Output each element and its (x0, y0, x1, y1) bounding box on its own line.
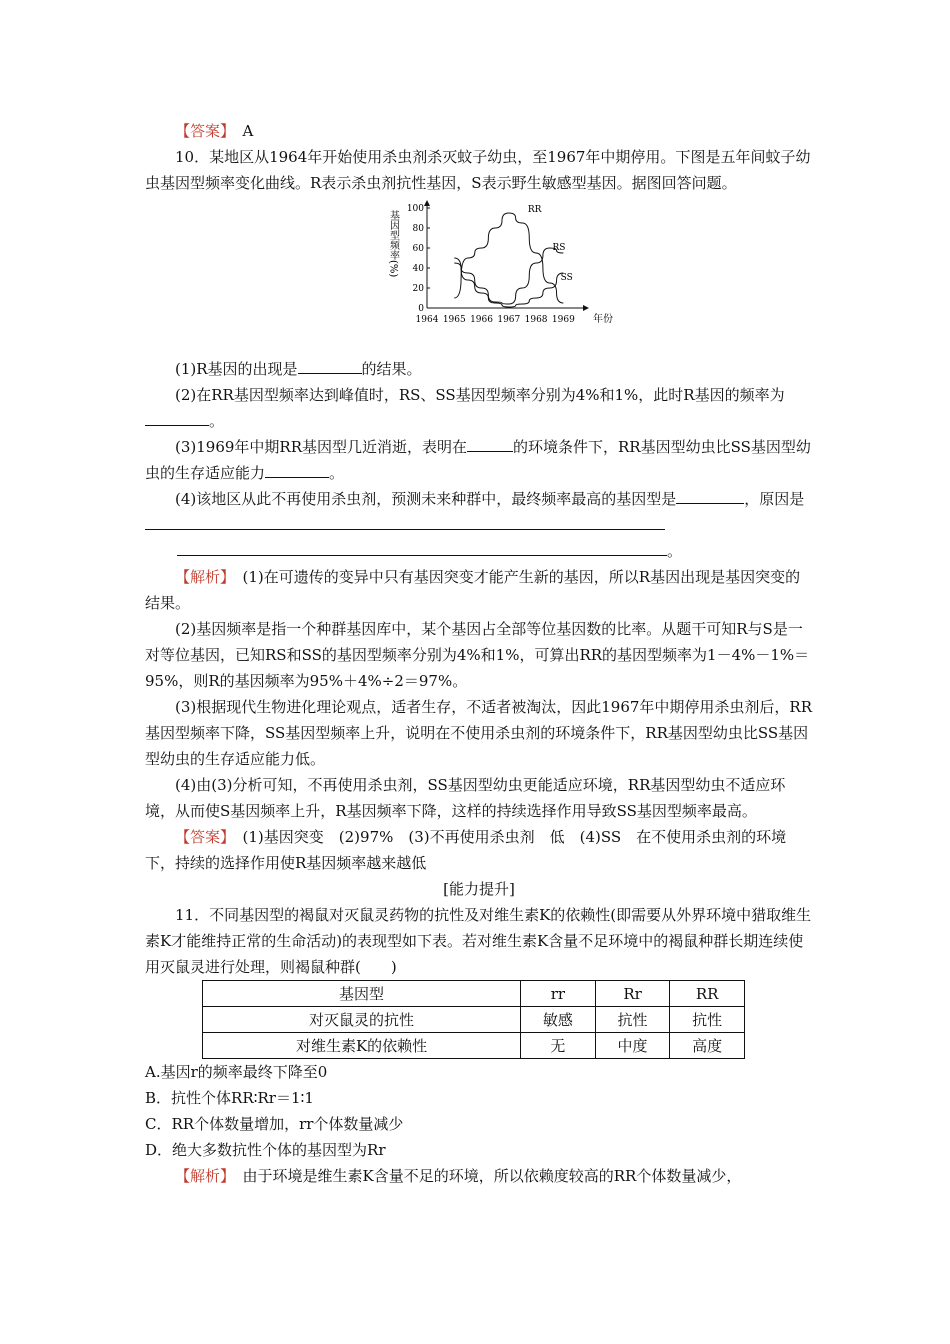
answer-blank[interactable] (265, 461, 329, 478)
x-tick-label: 1967 (497, 315, 521, 325)
y-axis-label: 基因型频率(%) (387, 210, 399, 278)
analysis-tag: 【解析】 (175, 568, 228, 586)
option-b[interactable]: B．抗性个体RR∶Rr＝1∶1 (145, 1089, 314, 1107)
option-d[interactable]: D．绝大多数抗性个体的基因型为Rr (145, 1141, 386, 1159)
table-header-cell: 基因型 (203, 981, 521, 1007)
series-line-rr (454, 213, 566, 303)
answer-tag: 【答案】 (175, 122, 228, 140)
answer-blank[interactable] (145, 513, 665, 530)
analysis-10-p1: 【解析】 (1)在可遗传的变异中只有基因突变才能产生新的基因，所以R基因出现是基因突变的结果。 (145, 568, 801, 612)
table-cell: 中度 (595, 1033, 670, 1059)
x-tick-label: 1966 (470, 315, 493, 325)
analysis-10-p2: (2)基因频率是指一个种群基因库中，某个基因占全部等位基因数的比率。从题干可知R与S是一对等位基因，已知RS和SS的基因型频率分别为4%和1%，可算出RR的基因型频率为1－4%－1%＝95%，则R的基因频率为95%＋4%÷2＝97%。 (145, 620, 810, 690)
table-cell: 对灭鼠灵的抗性 (203, 1007, 521, 1033)
answer-blank[interactable] (298, 357, 362, 374)
x-axis-arrow (583, 305, 589, 311)
table-cell: 对维生素K的依赖性 (203, 1033, 521, 1059)
y-tick-label: 100 (406, 204, 424, 214)
option-c[interactable]: C．RR个体数量增加，rr个体数量减少 (145, 1115, 404, 1133)
answer-blank[interactable] (145, 409, 209, 426)
genotype-table (202, 980, 745, 1059)
table-header-cell: rr (521, 981, 596, 1007)
y-tick-label: 60 (412, 244, 424, 254)
x-axis-label: 年份 (593, 314, 613, 325)
x-tick-label: 1968 (524, 315, 548, 325)
genotype-frequency-chart (145, 200, 813, 350)
table-cell: 抗性 (670, 1007, 745, 1033)
series-line-rs (454, 248, 563, 304)
table-header-row (203, 981, 745, 1007)
answer-blank[interactable] (676, 487, 744, 504)
question-11-options (145, 1059, 813, 1163)
previous-answer (145, 118, 813, 144)
section-title: [能力提升] (443, 880, 515, 898)
table-cell: 抗性 (595, 1007, 670, 1033)
question-11-stem: 11．不同基因型的褐鼠对灭鼠灵药物的抗性及对维生素K的依赖性(即需要从外界环境中猎取维生素K才能维持正常的生命活动)的表现型如下表。若对维生素K含量不足环境中的褐鼠种群长期连续使用灭鼠灵进行处理，则褐鼠种群( ) (145, 906, 812, 976)
page-content (145, 118, 813, 1189)
y-tick-label: 40 (412, 264, 424, 274)
chart-svg (385, 200, 615, 350)
answer-tag: 【答案】 (175, 828, 228, 846)
question-10-stem: 10．某地区从1964年开始使用杀虫剂杀灭蚊子幼虫，至1967年中期停用。下图是五年间蚊子幼虫基因型频率变化曲线。R表示杀虫剂抗性基因，S表示野生敏感型基因。据图回答问题。 (145, 148, 811, 192)
question-10-sub3: (3)1969年中期RR基因型几近消逝，表明在 的环境条件下，RR基因型幼虫比SS基因型幼虫的生存适应能力 。 (145, 434, 813, 486)
analysis-11: 【解析】 由于环境是维生素K含量不足的环境，所以依赖度较高的RR个体数量减少， (175, 1167, 742, 1185)
question-10-sub1: (1)R基因的出现是 的结果。 (145, 356, 813, 382)
series-label-rs: RS (552, 243, 566, 253)
x-tick-label: 1964 (415, 315, 439, 325)
answer-value: A (242, 122, 254, 140)
question-10-sub4: (4)该地区从此不再使用杀虫剂，预测未来种群中，最终频率最高的基因型是 ，原因是 (145, 486, 813, 538)
y-axis-arrow (424, 200, 430, 206)
table-header-cell: Rr (595, 981, 670, 1007)
analysis-10-p3: (3)根据现代生物进化理论观点，适者生存，不适者被淘汰，因此1967年中期停用杀虫剂后，RR基因型频率下降，SS基因型频率上升，说明在不使用杀虫剂的环境条件下，RR基因型幼虫比SS基因型幼虫的生存适应能力低。 (145, 698, 813, 768)
analysis-tag: 【解析】 (175, 1167, 228, 1185)
analysis-10-p4: (4)由(3)分析可知，不再使用杀虫剂，SS基因型幼虫更能适应环境，RR基因型幼虫不适应环境，从而使S基因频率上升，R基因频率下降，这样的持续选择作用导致SS基因型频率最高。 (145, 776, 786, 820)
x-tick-label: 1965 (442, 315, 466, 325)
table-cell: 无 (521, 1033, 596, 1059)
y-tick-label: 0 (418, 304, 424, 314)
series-label-ss: SS (560, 273, 573, 283)
table-cell: 高度 (670, 1033, 745, 1059)
option-a[interactable]: A.基因r的频率最终下降至0 (145, 1063, 328, 1081)
question-10-sub2: (2)在RR基因型频率达到峰值时，RS、SS基因型频率分别为4%和1%，此时R基因的频率为。 (145, 382, 813, 434)
answer-10: 【答案】 (1)基因突变 (2)97% (3)不再使用杀虫剂 低 (4)SS 在不使用杀虫剂的环境下，持续的选择作用使R基因频率越来越低 (145, 828, 787, 872)
series-label-rr: RR (527, 205, 542, 215)
y-tick-label: 80 (412, 224, 424, 234)
table-cell: 敏感 (521, 1007, 596, 1033)
table-row (203, 1033, 745, 1059)
x-tick-label: 1969 (551, 315, 575, 325)
y-tick-label: 20 (412, 284, 424, 294)
table-header-cell: RR (670, 981, 745, 1007)
question-10-sub4-cont: 。 (145, 538, 813, 564)
answer-blank[interactable] (177, 539, 667, 556)
answer-blank[interactable] (467, 435, 513, 452)
table-row (203, 1007, 745, 1033)
